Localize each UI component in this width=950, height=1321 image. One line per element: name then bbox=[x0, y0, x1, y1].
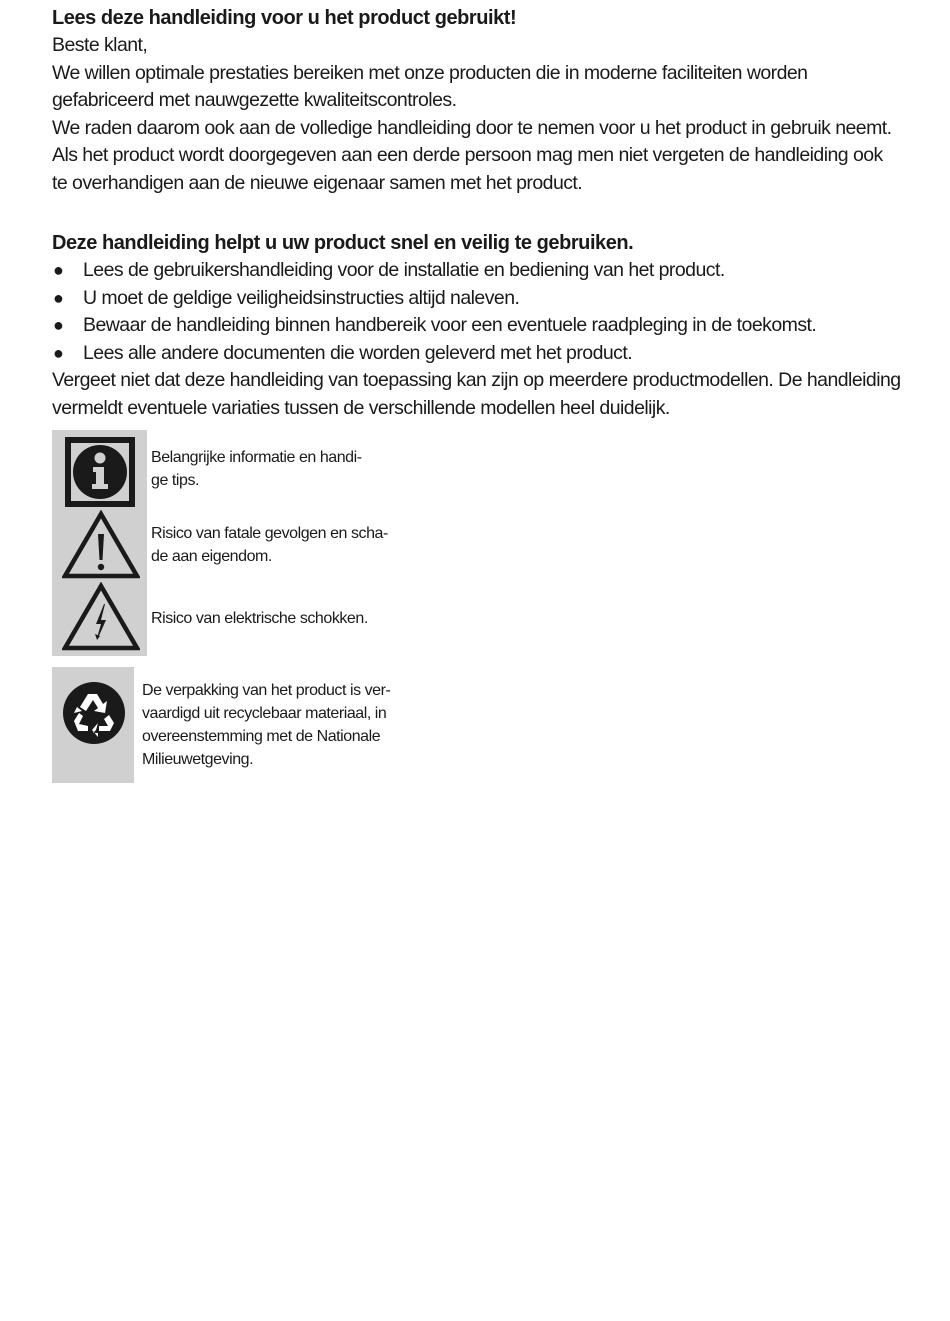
page-title: Lees deze handleiding voor u het product gebruikt! bbox=[52, 7, 517, 29]
bullet-list bbox=[52, 257, 902, 367]
info-icon bbox=[62, 436, 140, 508]
manual-intro bbox=[52, 4, 902, 422]
recycling-text: De verpakking van het product is ver- vaardigd uit recyclebaar materiaal, in overeenstemming met de Nationale Milieuwetgeving. bbox=[142, 682, 391, 768]
bullet-icon: ● bbox=[53, 342, 64, 363]
section-title: Deze handleiding helpt u uw product snel en veilig te gebruiken. bbox=[52, 232, 634, 254]
list-item: ● Lees de gebruikershandleiding voor de installatie en bediening van het product. bbox=[52, 257, 902, 285]
intro-line: te overhandigen aan de nieuwe eigenaar samen met het product. bbox=[52, 171, 583, 194]
list-item: ● Lees alle andere documenten die worden geleverd met het product. bbox=[52, 340, 902, 368]
electric-shock-icon bbox=[62, 582, 140, 654]
bullet-icon: ● bbox=[53, 260, 64, 280]
model-note: vermeldt eventuele variaties tussen de verschillende modellen heel duidelijk. bbox=[52, 396, 670, 419]
symbol-legend bbox=[52, 430, 412, 656]
legend-text-warning: Risico van fatale gevolgen en scha- de aan eigendom. bbox=[151, 525, 388, 565]
legend-text-electric: Risico van elektrische schokken. bbox=[151, 610, 368, 627]
intro-line: We raden daarom ook aan de volledige handleiding door te nemen voor u het product in gebruik neemt. bbox=[52, 116, 892, 139]
intro-line: We willen optimale prestaties bereiken met onze producten die in moderne faciliteiten worden bbox=[52, 61, 808, 84]
intro-line: gefabriceerd met nauwgezette kwaliteitscontroles. bbox=[52, 89, 457, 111]
warning-icon bbox=[62, 510, 140, 582]
legend-text-info: Belangrijke informatie en handi- ge tips. bbox=[151, 449, 362, 489]
bullet-icon: ● bbox=[53, 315, 64, 335]
list-item: ● U moet de geldige veiligheidsinstructies altijd naleven. bbox=[52, 285, 902, 313]
intro-line: Als het product wordt doorgegeven aan een derde persoon mag men niet vergeten de handleiding ook bbox=[52, 144, 883, 166]
recycling-note bbox=[52, 667, 412, 783]
greeting: Beste klant, bbox=[52, 34, 148, 56]
bullet-icon: ● bbox=[53, 287, 64, 308]
model-note: Vergeet niet dat deze handleiding van toepassing kan zijn op meerdere productmodellen. De handleiding bbox=[52, 369, 901, 391]
list-item: ● Bewaar de handleiding binnen handbereik voor een eventuele raadpleging in de toekomst. bbox=[52, 312, 902, 340]
recycle-icon bbox=[62, 681, 126, 745]
